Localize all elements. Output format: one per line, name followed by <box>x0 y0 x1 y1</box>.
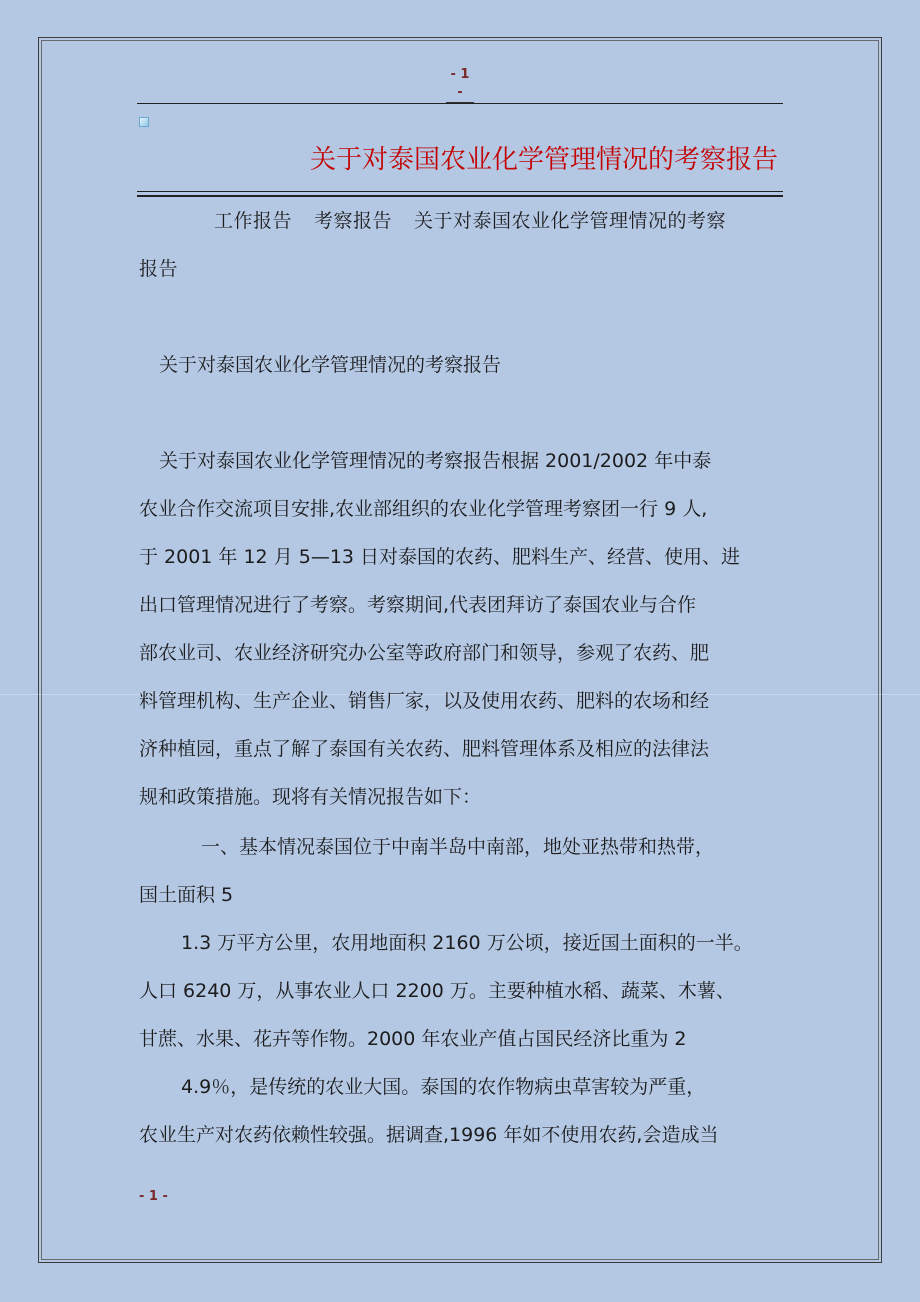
text-line: 部农业司、农业经济研究办公室等政府部门和领导，参观了农药、肥 <box>139 642 710 664</box>
text-line: 农业生产对农药依赖性较强。据调查,1996 年如不使用农药,会造成当 <box>139 1124 719 1146</box>
text-line: 4.9％，是传统的农业大国。泰国的农作物病虫草害较为严重， <box>181 1076 706 1098</box>
paragraph <box>139 823 789 919</box>
header-page-number: - 1 - <box>446 66 474 103</box>
text-line: 于 2001 年 12 月 5—13 日对泰国的农药、肥料生产、经营、使用、进 <box>139 546 741 568</box>
text-line: 甘蔗、水果、花卉等作物。2000 年农业产值占国民经济比重为 2 <box>139 1028 687 1050</box>
tag-label: 关于对泰国农业化学管理情况的考察 <box>414 210 727 232</box>
footer-page-number: - 1 - <box>139 1189 168 1204</box>
tag-label: 考察报告 <box>314 210 393 232</box>
text-line: 1.3 万平方公里，农用地面积 2160 万公顷，接近国土面积的一半。 <box>181 932 753 954</box>
text-line: 出口管理情况进行了考察。考察期间,代表团拜访了泰国农业与合作 <box>139 594 697 616</box>
document-tags <box>139 197 789 293</box>
text-line: 人口 6240 万，从事农业人口 2200 万。主要种植水稻、蔬菜、木薯、 <box>139 980 735 1002</box>
text-line: 农业合作交流项目安排,农业部组织的农业化学管理考察团一行 9 人, <box>139 498 708 520</box>
paragraph <box>139 919 789 1063</box>
paragraph <box>139 1063 789 1159</box>
header-divider <box>137 103 783 104</box>
document-title: 关于对泰国农业化学管理情况的考察报告 <box>309 145 778 175</box>
image-placeholder-icon <box>139 117 149 127</box>
text-line: 关于对泰国农业化学管理情况的考察报告根据 2001/2002 年中泰 <box>159 450 712 472</box>
document-subtitle: 关于对泰国农业化学管理情况的考察报告 <box>159 354 502 376</box>
text-line: 规和政策措施。现将有关情况报告如下： <box>139 786 482 808</box>
text-line: 国土面积 5 <box>139 884 234 906</box>
text-line: 一、基本情况泰国位于中南半岛中南部，地处亚热带和热带， <box>201 836 715 858</box>
text-line: 料管理机构、生产企业、销售厂家，以及使用农药、肥料的农场和经 <box>139 690 710 712</box>
paragraph <box>139 437 789 821</box>
tag-label-tail: 报告 <box>139 258 179 280</box>
tag-label: 工作报告 <box>214 210 293 232</box>
text-line: 济种植园，重点了解了泰国有关农药、肥料管理体系及相应的法律法 <box>139 738 710 760</box>
